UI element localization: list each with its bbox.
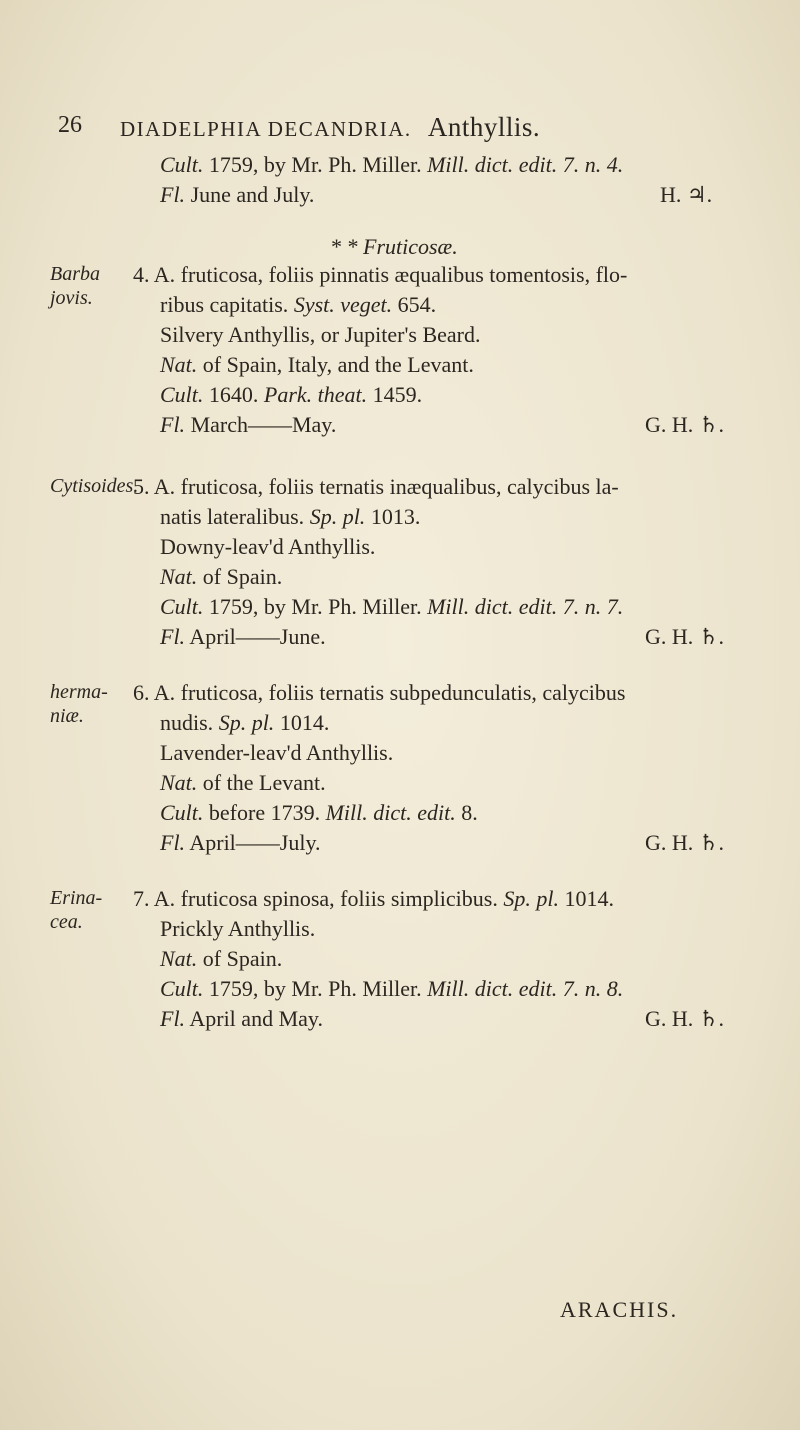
species-5-common: Downy-leav'd Anthyllis. [160,534,376,559]
species-4-nat: Nat. of Spain, Italy, and the Levant. [160,352,474,377]
section-heading: * * Fruticosæ. [330,234,458,259]
intro-hardiness: H. ♃. [660,182,713,207]
catchword: ARACHIS. [560,1297,679,1322]
species-6-fl: Fl. April——July. [160,830,321,855]
species-6-nat: Nat. of the Levant. [160,770,326,795]
species-5-hardiness: G. H. ♄. [645,624,724,649]
species-4-fl: Fl. March——May. [160,412,337,437]
margin-name-hermaniae: herma- niæ. [50,681,108,727]
header-genus: Anthyllis. [427,112,541,142]
species-6-hardiness: G. H. ♄. [645,830,724,855]
header-class: DIADELPHIA DECANDRIA. [120,117,412,141]
species-6-common: Lavender-leav'd Anthyllis. [160,740,394,765]
species-6-desc-1: 6. A. fruticosa, foliis ternatis subpedunculatis, calycibus [133,680,626,705]
species-7-fl: Fl. April and May. [160,1006,323,1031]
species-5-cult: Cult. 1759, by Mr. Ph. Miller. Mill. dict. edit. 7. n. 7. [160,594,624,619]
species-4-common: Silvery Anthyllis, or Jupiter's Beard. [160,322,481,347]
species-6-cult: Cult. before 1739. Mill. dict. edit. 8. [160,800,478,825]
species-7-nat: Nat. of Spain. [160,946,283,971]
species-4-desc-1: 4. A. fruticosa, foliis pinnatis æqualibus tomentosis, flo- [133,262,628,287]
margin-name-barba: Barba jovis. [50,263,100,309]
species-5-nat: Nat. of Spain. [160,564,283,589]
margin-name-cytisoides: Cytisoides. [50,475,139,497]
intro-cult-line: Cult. 1759, by Mr. Ph. Miller. Mill. dict. edit. 7. n. 4. [160,152,624,177]
species-7-cult: Cult. 1759, by Mr. Ph. Miller. Mill. dict. edit. 7. n. 8. [160,976,624,1001]
intro-fl-line: Fl. June and July. [160,182,315,207]
species-4-cult: Cult. 1640. Park. theat. 1459. [160,382,423,407]
species-5-fl: Fl. April——June. [160,624,326,649]
species-7-desc-1: 7. A. fruticosa spinosa, foliis simplicibus. Sp. pl. 1014. [133,886,614,911]
page-number: 26 [58,112,82,138]
running-header [120,112,760,143]
species-4-desc-2: ribus capitatis. Syst. veget. 654. [160,292,437,317]
species-4-hardiness: G. H. ♄. [645,412,724,437]
species-6-desc-2: nudis. Sp. pl. 1014. [160,710,330,735]
species-7-hardiness: G. H. ♄. [645,1006,724,1031]
species-7-common: Prickly Anthyllis. [160,916,316,941]
species-5-desc-2: natis lateralibus. Sp. pl. 1013. [160,504,421,529]
species-5-desc-1: 5. A. fruticosa, foliis ternatis inæqualibus, calycibus la- [133,474,619,499]
margin-name-erinacea: Erina- cea. [50,887,103,933]
